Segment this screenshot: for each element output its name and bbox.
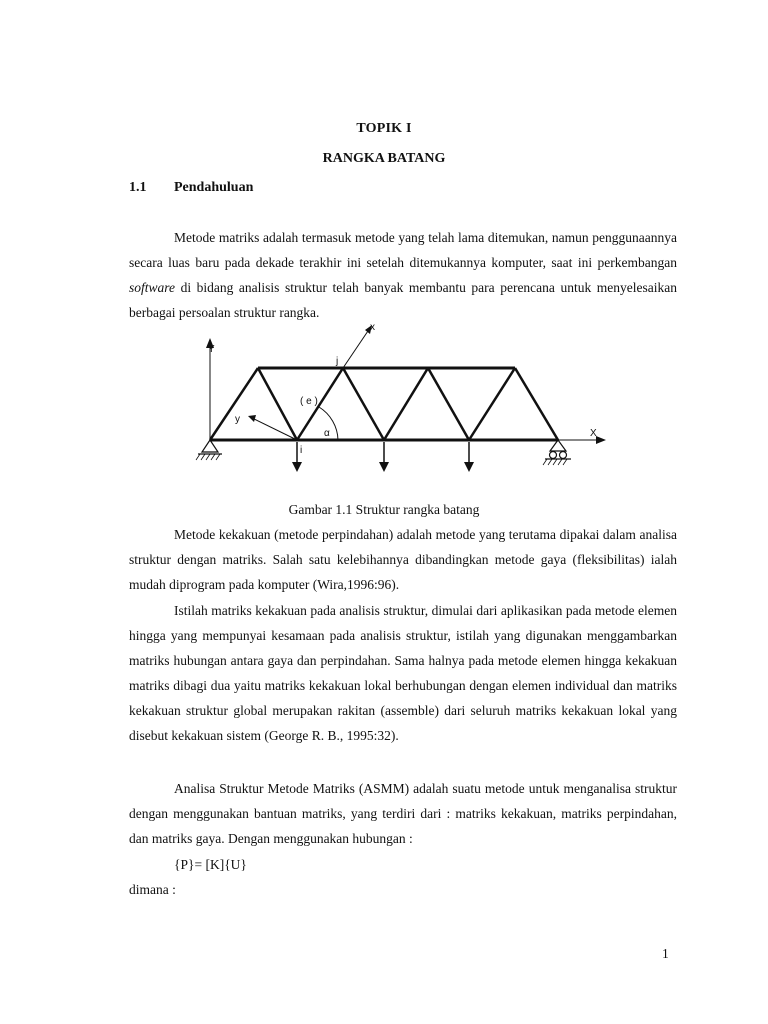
truss-member <box>428 368 469 440</box>
ground-hatch <box>196 454 220 460</box>
member-x-label: x <box>370 322 375 333</box>
node-i-label: i <box>300 445 303 456</box>
paragraph-stiffness-matrix: Istilah matriks kekakuan pada analisis struktur, dimulai dari aplikasikan pada metode elemen hingga yang mempunyai kesamaan pada analisis struktur, istilah yang digunakan menggambarkan matriks hubungan antara gaya dan perpindahan. Sama halnya pada metode elemen hingga kekakuan matriks dibagi dua yaitu matriks kekakuan lokal berhubungan dengan elemen individual dan matriks kekakuan struktur global merupakan rakitan (assemble) dari seluruh matriks kekakuan lokal yang disebut kekakuan sistem (George R. B., 1995:32). <box>129 603 677 743</box>
paragraph-stiffness-method: Metode kekakuan (metode perpindahan) adalah metode yang terutama dipakai dalam analisa struktur dengan matriks. Salah satu kelebihannya dibandingkan metode gaya (fleksibilitas) ialah mudah diprogram pada komputer (Wira,1996:96). <box>129 527 677 592</box>
truss-figure <box>190 318 610 488</box>
local-y-arrow <box>248 415 256 422</box>
where-label: dimana : <box>129 882 176 897</box>
angle-label: α <box>324 428 330 439</box>
roller-wheel <box>560 452 567 459</box>
element-label: ( e ) <box>300 396 318 407</box>
figure-caption: Gambar 1.1 Struktur rangka batang <box>288 502 480 517</box>
pin-support <box>202 440 218 452</box>
page-number: 1 <box>662 946 669 961</box>
load-arrow <box>464 442 474 472</box>
node-j-label: j <box>336 356 339 367</box>
member-y-label: y <box>235 414 240 425</box>
axis-y-label: Y <box>208 344 215 355</box>
truss-member <box>258 368 297 440</box>
local-x-axis <box>343 328 370 368</box>
roller-support <box>550 440 566 451</box>
topic-heading: TOPIK I <box>356 121 412 136</box>
paragraph-intro <box>129 225 677 325</box>
paragraph-intro-text-a: Metode matriks adalah termasuk metode yang telah lama ditemukan, namun penggunaannya secara luas baru pada dekade terakhir ini setelah ditemukannya komputer, saat ini perkembangan <box>129 230 677 270</box>
truss-member <box>343 368 384 440</box>
chapter-title: RANGKA BATANG <box>322 151 446 166</box>
x-axis-arrow <box>596 436 606 444</box>
truss-member <box>469 368 515 440</box>
truss-member <box>384 368 428 440</box>
truss-diagram <box>190 318 610 488</box>
axis-x-label: X <box>590 428 597 439</box>
stiffness-formula: {P}= [K]{U} <box>174 857 247 872</box>
roller-wheel <box>550 452 557 459</box>
section-title: Pendahuluan <box>174 180 254 195</box>
truss-member <box>210 368 258 440</box>
truss-member <box>515 368 558 440</box>
ground-hatch <box>543 459 567 465</box>
paragraph-asmm: Analisa Struktur Metode Matriks (ASMM) adalah suatu metode untuk menganalisa struktur dengan menggunakan bantuan matriks, yang terdiri dari : matriks kekakuan, matriks perpindahan, dan matriks gaya. Dengan menggunakan hubungan : <box>129 781 677 846</box>
section-number: 1.1 <box>129 180 147 195</box>
load-arrow <box>379 442 389 472</box>
paragraph-intro-italic: software <box>129 280 176 295</box>
paragraph-intro-text-b: di bidang analisis struktur telah banyak membantu para perencana untuk menyelesaikan berbagai persoalan struktur rangka. <box>129 280 677 320</box>
